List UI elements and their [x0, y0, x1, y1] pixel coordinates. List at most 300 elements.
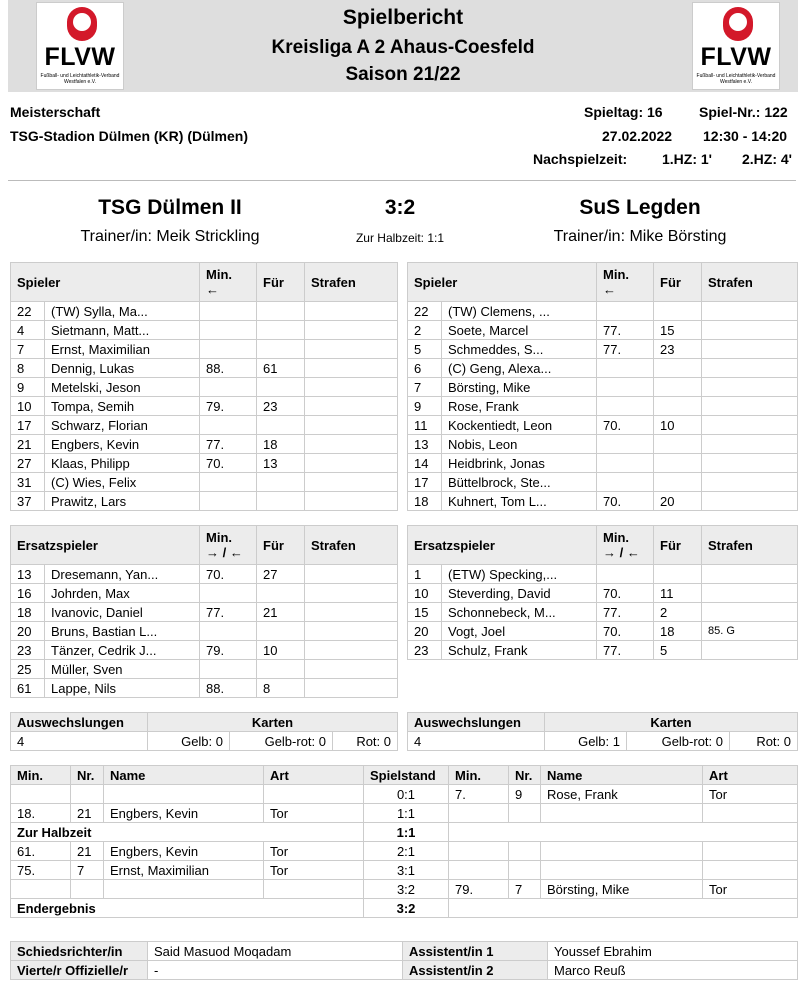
player-name: Tompa, Semih: [45, 397, 200, 416]
away-team: SuS Legden: [579, 196, 701, 219]
goal-minute: [11, 880, 71, 899]
player-row: [11, 584, 398, 603]
referee-label: Schiedsrichter/in: [11, 942, 148, 961]
goal-player-number: [71, 880, 104, 899]
penalty: [702, 603, 798, 622]
player-row: [11, 435, 398, 454]
goal-player-name: Rose, Frank: [541, 785, 703, 804]
goal-type: [703, 842, 798, 861]
cards-header: Karten: [148, 713, 398, 732]
player-number: 25: [11, 660, 45, 679]
replaced-number: 23: [257, 397, 305, 416]
player-row: [408, 416, 798, 435]
player-name: Dennig, Lukas: [45, 359, 200, 378]
goal-minute: 7.: [449, 785, 509, 804]
replaced-number: [654, 359, 702, 378]
player-number: 18: [408, 492, 442, 511]
player-name: Schulz, Frank: [442, 641, 597, 660]
player-number: 22: [408, 302, 442, 321]
penalty: [702, 454, 798, 473]
player-row: [11, 660, 398, 679]
sub-minute: 77.: [597, 321, 654, 340]
player-name: Schonnebeck, M...: [442, 603, 597, 622]
col-header-player: Spieler: [11, 263, 200, 302]
penalty: [702, 378, 798, 397]
goal-row: [11, 785, 798, 804]
replaced-number: 8: [257, 679, 305, 698]
player-name: Lappe, Nils: [45, 679, 200, 698]
player-name: Metelski, Jeson: [45, 378, 200, 397]
col-header-penalties: Strafen: [305, 526, 398, 565]
player-name: (TW) Sylla, Ma...: [45, 302, 200, 321]
sub-minute: [200, 473, 257, 492]
player-number: 10: [408, 584, 442, 603]
away-subs-table: [407, 525, 798, 660]
competition: Meisterschaft: [10, 104, 101, 120]
sub-minute: [597, 473, 654, 492]
sub-minute: [597, 378, 654, 397]
halftime-label: Zur Halbzeit: [11, 823, 364, 842]
player-name: Soete, Marcel: [442, 321, 597, 340]
player-name: Dresemann, Yan...: [45, 565, 200, 584]
goal-row: [11, 861, 798, 880]
player-row: [11, 302, 398, 321]
final-score: 3:2: [384, 196, 416, 219]
goal-player-name: Engbers, Kevin: [104, 842, 264, 861]
player-number: 9: [11, 378, 45, 397]
replaced-number: [654, 454, 702, 473]
penalty: [305, 340, 398, 359]
match-time: 12:30 - 14:20: [703, 128, 788, 144]
penalty: [305, 584, 398, 603]
red-cards: Rot: 0: [333, 732, 398, 751]
player-number: 7: [408, 378, 442, 397]
player-name: Tänzer, Cedrik J...: [45, 641, 200, 660]
replaced-number: [257, 340, 305, 359]
sub-minute: [597, 302, 654, 321]
penalty: [305, 359, 398, 378]
player-number: 21: [11, 435, 45, 454]
player-number: 13: [11, 565, 45, 584]
col-header-penalties: Strafen: [702, 263, 798, 302]
player-row: [11, 378, 398, 397]
player-row: [11, 679, 398, 698]
goal-row: [11, 899, 798, 918]
goal-minute: [11, 785, 71, 804]
player-number: 20: [11, 622, 45, 641]
replaced-number: [654, 302, 702, 321]
goal-type: Tor: [264, 842, 364, 861]
penalty: [305, 321, 398, 340]
goal-type: Tor: [264, 804, 364, 823]
goal-type: Tor: [264, 861, 364, 880]
home-players-table: [10, 262, 398, 511]
sub-minute: 77.: [597, 641, 654, 660]
replaced-number: 10: [257, 641, 305, 660]
player-row: [11, 565, 398, 584]
goal-player-name: Ernst, Maximilian: [104, 861, 264, 880]
fourth-official-name: -: [148, 961, 403, 980]
replaced-number: [257, 622, 305, 641]
sub-minute: 70.: [597, 584, 654, 603]
final-label: Endergebnis: [11, 899, 364, 918]
goal-type: [703, 804, 798, 823]
goal-minute: 75.: [11, 861, 71, 880]
replaced-number: [257, 473, 305, 492]
player-name: (ETW) Specking,...: [442, 565, 597, 584]
assistant1-name: Youssef Ebrahim: [548, 942, 798, 961]
player-row: [11, 454, 398, 473]
replaced-number: 27: [257, 565, 305, 584]
goal-player-number: 21: [71, 804, 104, 823]
player-number: 23: [11, 641, 45, 660]
player-number: 15: [408, 603, 442, 622]
logo-text: FLVW: [700, 43, 772, 71]
sub-minute: [597, 454, 654, 473]
penalty: [305, 679, 398, 698]
score-cell: 1:1: [364, 823, 449, 842]
col-header-number: Nr.: [71, 766, 104, 785]
sub-minute: [200, 416, 257, 435]
penalty: [305, 397, 398, 416]
col-header-min: Min. ←: [200, 263, 257, 302]
sub-minute: [200, 492, 257, 511]
player-row: [408, 302, 798, 321]
penalty: [702, 340, 798, 359]
score-cell: 3:2: [364, 899, 449, 918]
replaced-number: [654, 378, 702, 397]
sub-minute: 70.: [200, 565, 257, 584]
replaced-number: [257, 378, 305, 397]
stoppage-label: Nachspielzeit:: [533, 151, 628, 167]
player-name: Müller, Sven: [45, 660, 200, 679]
goal-minute: [449, 804, 509, 823]
goal-row: [11, 842, 798, 861]
sub-minute: [200, 584, 257, 603]
player-row: [408, 565, 798, 584]
player-name: Nobis, Leon: [442, 435, 597, 454]
divider: [8, 180, 796, 181]
replaced-number: [257, 416, 305, 435]
penalty: [305, 454, 398, 473]
penalty: [305, 660, 398, 679]
penalty: [702, 416, 798, 435]
player-row: [11, 397, 398, 416]
penalty: [305, 565, 398, 584]
player-row: [408, 397, 798, 416]
goal-player-number: 7: [509, 880, 541, 899]
col-header-min: Min.: [449, 766, 509, 785]
sub-minute: [200, 321, 257, 340]
player-number: 2: [408, 321, 442, 340]
penalty: [702, 641, 798, 660]
penalty: [305, 492, 398, 511]
yellow-cards: Gelb: 1: [545, 732, 627, 751]
col-header-min: Min. → / ←: [597, 526, 654, 565]
col-header-for: Für: [257, 263, 305, 302]
goal-player-name: [104, 880, 264, 899]
logo-subtitle: Fußball- und Leichtathletik-Verband Westfalen e.V.: [40, 73, 120, 85]
replaced-number: 21: [257, 603, 305, 622]
matchday: Spieltag: 16: [584, 104, 663, 120]
penalty: [305, 641, 398, 660]
season-title: Saison 21/22: [345, 64, 461, 85]
sub-minute: 88.: [200, 679, 257, 698]
assistant1-label: Assistent/in 1: [403, 942, 548, 961]
player-number: 22: [11, 302, 45, 321]
player-row: [11, 622, 398, 641]
yellowred-cards: Gelb-rot: 0: [230, 732, 333, 751]
home-subs-table: [10, 525, 398, 698]
replaced-number: 13: [257, 454, 305, 473]
player-number: 13: [408, 435, 442, 454]
goal-type: Tor: [703, 880, 798, 899]
player-name: Engbers, Kevin: [45, 435, 200, 454]
player-row: [408, 492, 798, 511]
player-row: [408, 435, 798, 454]
sub-minute: [200, 378, 257, 397]
away-coach: Trainer/in: Mike Börsting: [553, 228, 727, 245]
player-number: 16: [11, 584, 45, 603]
goal-row: [11, 880, 798, 899]
player-name: (C) Wies, Felix: [45, 473, 200, 492]
player-name: Steverding, David: [442, 584, 597, 603]
assistant2-label: Assistent/in 2: [403, 961, 548, 980]
goals-table: [10, 765, 798, 918]
sub-minute: 79.: [200, 641, 257, 660]
yellowred-cards: Gelb-rot: 0: [627, 732, 730, 751]
replaced-number: 20: [654, 492, 702, 511]
player-number: 4: [11, 321, 45, 340]
replaced-number: 2: [654, 603, 702, 622]
replaced-number: [654, 565, 702, 584]
goal-type: [264, 880, 364, 899]
penalty: [702, 321, 798, 340]
empty-cell: [449, 823, 798, 842]
player-name: Johrden, Max: [45, 584, 200, 603]
player-row: [11, 492, 398, 511]
player-name: Ernst, Maximilian: [45, 340, 200, 359]
player-number: 17: [11, 416, 45, 435]
sub-minute: [597, 565, 654, 584]
goal-player-number: 9: [509, 785, 541, 804]
player-name: Börsting, Mike: [442, 378, 597, 397]
goal-player-number: 7: [71, 861, 104, 880]
match-date: 27.02.2022: [602, 128, 673, 144]
player-number: 27: [11, 454, 45, 473]
substitutions-header: Auswechslungen: [11, 713, 148, 732]
fourth-official-label: Vierte/r Offizielle/r: [11, 961, 148, 980]
player-row: [408, 622, 798, 641]
player-row: [408, 378, 798, 397]
sub-minute: [200, 302, 257, 321]
goal-row: [11, 804, 798, 823]
player-number: 5: [408, 340, 442, 359]
score-cell: 3:1: [364, 861, 449, 880]
officials-table: [10, 941, 798, 980]
away-players-table: [407, 262, 798, 511]
score-cell: 0:1: [364, 785, 449, 804]
sub-minute: 79.: [200, 397, 257, 416]
player-name: (TW) Clemens, ...: [442, 302, 597, 321]
replaced-number: 11: [654, 584, 702, 603]
player-name: Schwarz, Florian: [45, 416, 200, 435]
player-number: 7: [11, 340, 45, 359]
player-row: [408, 454, 798, 473]
penalty: [305, 302, 398, 321]
goal-player-name: [104, 785, 264, 804]
penalty: [702, 584, 798, 603]
col-header-for: Für: [654, 263, 702, 302]
player-row: [408, 321, 798, 340]
player-name: Ivanovic, Daniel: [45, 603, 200, 622]
player-name: (C) Geng, Alexa...: [442, 359, 597, 378]
player-row: [11, 603, 398, 622]
goal-player-number: [509, 804, 541, 823]
goal-minute: 18.: [11, 804, 71, 823]
player-row: [11, 321, 398, 340]
sub-minute: 70.: [597, 492, 654, 511]
substitutions-count: 4: [11, 732, 148, 751]
player-number: 8: [11, 359, 45, 378]
player-row: [408, 359, 798, 378]
sub-minute: [200, 622, 257, 641]
empty-cell: [449, 899, 798, 918]
goal-minute: 79.: [449, 880, 509, 899]
player-number: 23: [408, 641, 442, 660]
match-number: Spiel-Nr.: 122: [699, 104, 788, 120]
sub-minute: 70.: [200, 454, 257, 473]
goal-type: [264, 785, 364, 804]
goal-player-number: [509, 861, 541, 880]
replaced-number: 10: [654, 416, 702, 435]
player-name: Büttelbrock, Ste...: [442, 473, 597, 492]
penalty: [305, 473, 398, 492]
yellow-cards: Gelb: 0: [148, 732, 230, 751]
col-header-type: Art: [264, 766, 364, 785]
goal-player-name: Engbers, Kevin: [104, 804, 264, 823]
sub-minute: 77.: [597, 340, 654, 359]
player-number: 17: [408, 473, 442, 492]
away-summary-table: [407, 712, 798, 751]
player-number: 10: [11, 397, 45, 416]
replaced-number: 23: [654, 340, 702, 359]
sub-minute: 70.: [597, 416, 654, 435]
penalty: [702, 473, 798, 492]
col-header-player: Spieler: [408, 263, 597, 302]
score-cell: 3:2: [364, 880, 449, 899]
referee-name: Said Masuod Moqadam: [148, 942, 403, 961]
sub-minute: 88.: [200, 359, 257, 378]
penalty: [702, 435, 798, 454]
player-row: [408, 473, 798, 492]
replaced-number: 61: [257, 359, 305, 378]
penalty: [702, 359, 798, 378]
report-title: Spielbericht: [342, 6, 464, 29]
player-number: 9: [408, 397, 442, 416]
goal-player-name: [541, 861, 703, 880]
player-number: 37: [11, 492, 45, 511]
penalty: [305, 622, 398, 641]
player-number: 31: [11, 473, 45, 492]
logo-subtitle: Fußball- und Leichtathletik-Verband Westfalen e.V.: [696, 73, 776, 85]
penalty: [702, 492, 798, 511]
penalty: [305, 416, 398, 435]
sub-minute: 77.: [597, 603, 654, 622]
player-number: 20: [408, 622, 442, 641]
home-coach: Trainer/in: Meik Strickling: [80, 228, 260, 245]
stoppage-first-half: 1.HZ: 1': [662, 151, 713, 167]
col-header-subs: Ersatzspieler: [11, 526, 200, 565]
col-header-min: Min. ←: [597, 263, 654, 302]
col-header-number: Nr.: [509, 766, 541, 785]
goal-row: [11, 823, 798, 842]
goal-player-name: Börsting, Mike: [541, 880, 703, 899]
player-name: Prawitz, Lars: [45, 492, 200, 511]
replaced-number: [654, 435, 702, 454]
penalty: [702, 565, 798, 584]
stoppage-second-half: 2.HZ: 4': [742, 151, 793, 167]
report-header: [8, 0, 798, 92]
player-row: [11, 340, 398, 359]
replaced-number: 5: [654, 641, 702, 660]
goal-minute: [449, 861, 509, 880]
sub-minute: 77.: [200, 435, 257, 454]
col-header-for: Für: [257, 526, 305, 565]
col-header-name: Name: [104, 766, 264, 785]
goal-player-number: 21: [71, 842, 104, 861]
replaced-number: [257, 492, 305, 511]
replaced-number: 18: [257, 435, 305, 454]
player-name: Sietmann, Matt...: [45, 321, 200, 340]
penalty: [305, 603, 398, 622]
league-title: Kreisliga A 2 Ahaus-Coesfeld: [271, 37, 535, 58]
replaced-number: [257, 584, 305, 603]
goal-minute: 61.: [11, 842, 71, 861]
goal-type: Tor: [703, 785, 798, 804]
player-name: Rose, Frank: [442, 397, 597, 416]
col-header-min: Min. → / ←: [200, 526, 257, 565]
sub-minute: [597, 435, 654, 454]
logo-text: FLVW: [44, 43, 116, 71]
player-row: [11, 641, 398, 660]
player-number: 61: [11, 679, 45, 698]
penalty: [305, 435, 398, 454]
player-name: Klaas, Philipp: [45, 454, 200, 473]
penalty: [702, 302, 798, 321]
replaced-number: [654, 473, 702, 492]
player-number: 14: [408, 454, 442, 473]
goal-type: [703, 861, 798, 880]
col-header-subs: Ersatzspieler: [408, 526, 597, 565]
replaced-number: 15: [654, 321, 702, 340]
penalty: [702, 397, 798, 416]
sub-minute: 70.: [597, 622, 654, 641]
goal-player-number: [509, 842, 541, 861]
home-summary-table: [10, 712, 398, 751]
col-header-penalties: Strafen: [702, 526, 798, 565]
goal-player-number: [71, 785, 104, 804]
player-name: Vogt, Joel: [442, 622, 597, 641]
col-header-type: Art: [703, 766, 798, 785]
assistant2-name: Marco Reuß: [548, 961, 798, 980]
player-row: [11, 416, 398, 435]
replaced-number: [257, 321, 305, 340]
score-cell: 2:1: [364, 842, 449, 861]
col-header-min: Min.: [11, 766, 71, 785]
sub-minute: 77.: [200, 603, 257, 622]
substitutions-header: Auswechslungen: [408, 713, 545, 732]
